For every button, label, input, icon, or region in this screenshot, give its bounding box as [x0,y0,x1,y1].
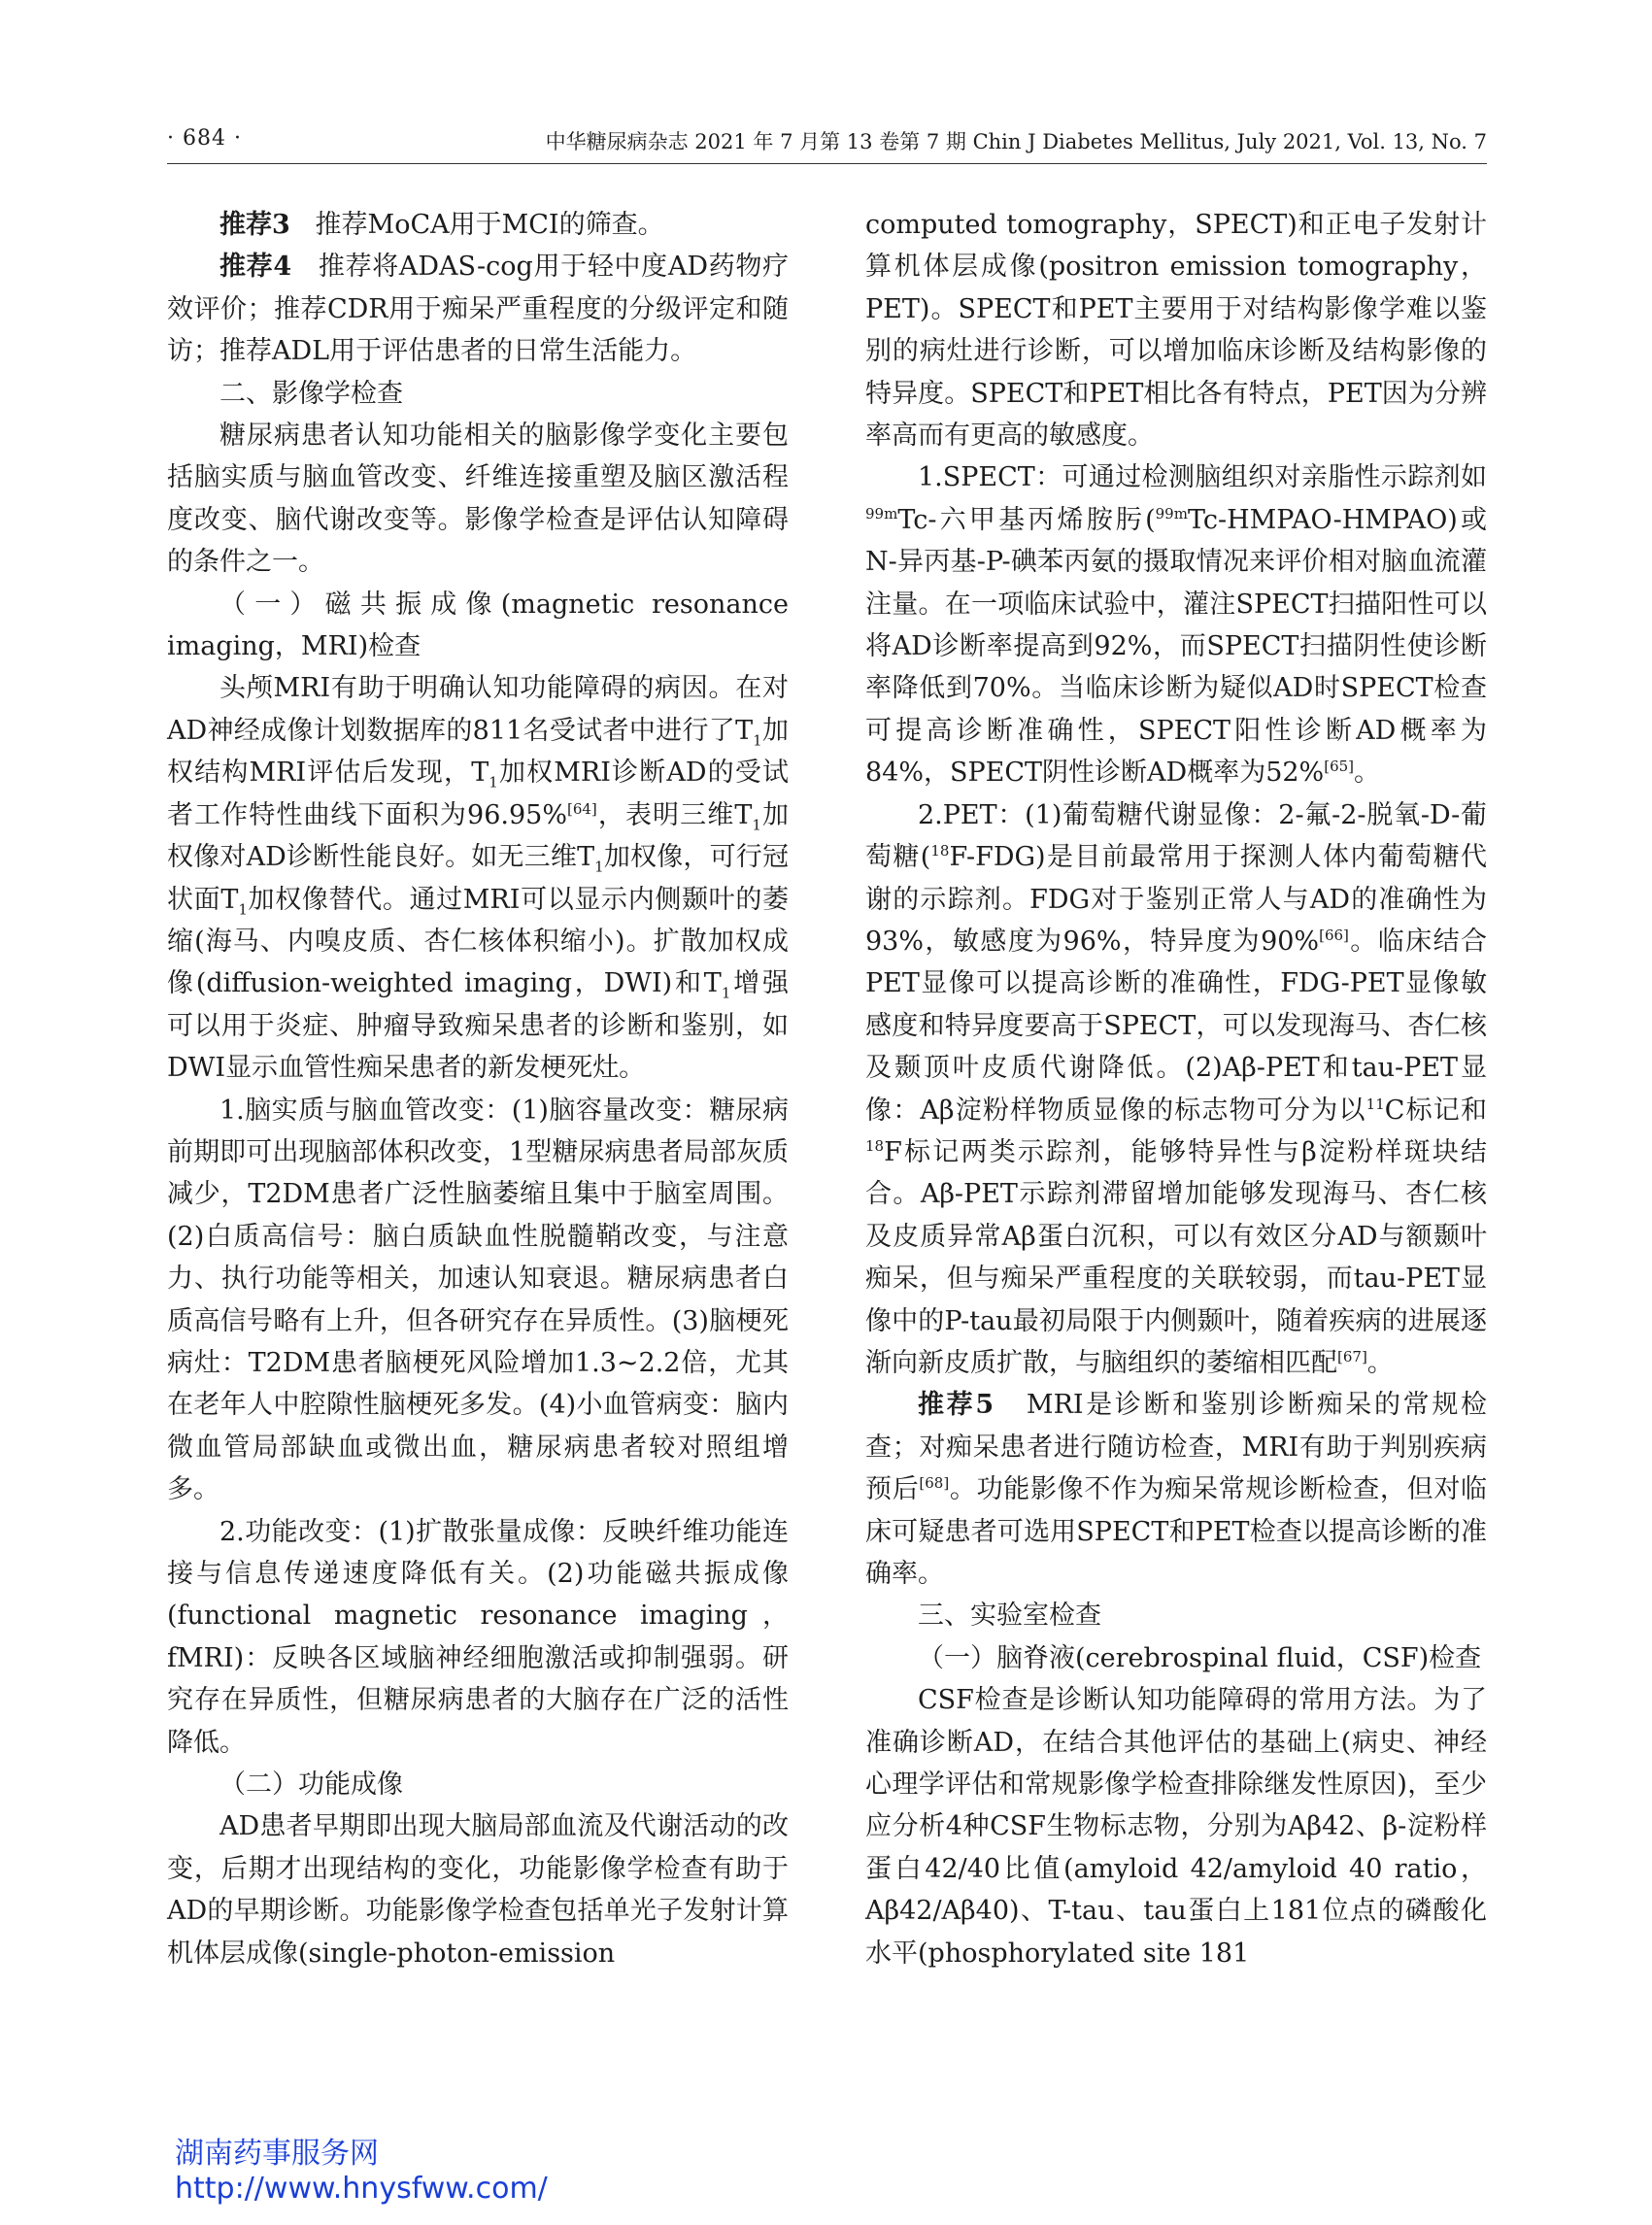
citation-66: [66] [1319,926,1349,944]
pet-text-d: C标记和 [1384,1095,1487,1126]
mri-text-h: 增强可以用于炎症、肿瘤导致痴呆患者的诊断和鉴别，如DWI显示血管性痴呆患者的新发梗死灶。 [167,968,789,1084]
citation-68: [68] [919,1474,950,1493]
functional-imaging-paragraph: AD患者早期即出现大脑局部血流及代谢活动的改变，后期才出现结构的变化，功能影像学检查有助于AD的早期诊断。功能影像学检查包括单光子发射计算机体层成像(single-photon-emission [167,1811,789,1969]
section-3-heading: 三、实验室检查 [918,1601,1101,1632]
spect-text-d: 。 [1354,758,1381,789]
citation-65: [65] [1324,758,1355,776]
recommendation-5 [865,1384,1487,1595]
subscript-1: 1 [238,899,248,918]
section-2-heading: 二、影像学检查 [219,378,403,409]
brain-changes-paragraph: 1.脑实质与脑血管改变：(1)脑容量改变：糖尿病前期即可出现脑部体积改变，1型糖尿病患者局部灰质减少，T2DM患者广泛性脑萎缩且集中于脑室周围。(2)白质高信号：脑白质缺血性脱髓鞘改变，与注意力、执行功能等相关，加速认知衰退。糖尿病患者白质高信号略有上升，但各研究存在异质性。(3)脑梗死病灶：T2DM患者脑梗死风险增加1.3~2.2倍，尤其在老年人中腔隙性脑梗死多发。(4)小血管病变：脑内微血管局部缺血或微出血，糖尿病患者较对照组增多。 [167,1095,789,1505]
rec4-text: 推荐将ADAS-cog用于轻中度AD药物疗效评价；推荐CDR用于痴呆严重程度的分级评定和随访；推荐ADL用于评估患者的日常生活能力。 [167,252,790,367]
spect-pet-continuation: computed tomography，SPECT)和正电子发射计算机体层成像(positron emission tomography，PET)。SPECT和PET主要用于对结构影像学难以鉴别的病灶进行诊断，可以增加临床诊断及结构影像的特异度。SPECT和PET相比各有特点，PET因为分辨率高而有更高的敏感度。 [865,210,1487,452]
superscript-18: 18 [930,842,950,860]
spect-text-b: Tc-六甲基丙烯胺肟( [897,504,1156,535]
watermark-site-name: 湖南药事服务网 [175,2137,379,2171]
mri-subheading: （一）磁共振成像(magnetic resonance imaging，MRI)检查 [167,589,789,662]
pet-text-c: 。临床结合PET显像可以提高诊断的准确性，FDG-PET显像敏感度和特异度要高于SPECT，可以发现海马、杏仁核及颞顶叶皮质代谢降低。(2)Aβ-PET和tau-PET显像：Aβ淀粉样物质显像的标志物可分为以 [865,926,1487,1126]
superscript-18: 18 [865,1136,885,1155]
functional-changes-paragraph: 2.功能改变：(1)扩散张量成像：反映纤维功能连接与信息传递速度降低有关。(2)功能磁共振成像(functional magnetic resonance imaging，fMRI)：反映各区域脑神经细胞激活或抑制强弱。研究存在异质性，但糖尿病患者的大脑存在广泛的活性降低。 [167,1516,789,1758]
csf-subheading: （一）脑脊液(cerebrospinal fluid，CSF)检查 [918,1642,1482,1673]
rec5-label: 推荐5 [918,1390,995,1421]
mri-text-a: 头颅MRI有助于明确认知功能障碍的病因。在对AD神经成像计划数据库的811名受试者中进行了T [167,673,789,746]
superscript-99m: 99m [1155,504,1188,523]
rec4-label: 推荐4 [219,252,292,283]
mri-paragraph [167,667,789,1089]
spect-text-c: Tc-HMPAO-HMPAO)或N-异丙基-P-碘苯丙氨的摄取情况来评价相对脑血流灌注量。在一项临床试验中，灌注SPECT扫描阳性可以将AD诊断率提高到92%，而SPECT扫描阴性使诊断率降低到70%。当临床诊断为疑似AD时SPECT检查可提高诊断准确性，SPECT阳性诊断AD概率为84%，SPECT阴性诊断AD概率为52% [865,504,1487,789]
pet-text-f: 。 [1366,1347,1394,1378]
mri-text-c: 加权MRI诊断AD的受试者工作特性曲线下面积为96.95% [167,758,789,830]
pet-text-b: F-FDG)是目前最常用于探测人体内葡萄糖代谢的示踪剂。FDG对于鉴别正常人与AD的准确性为93%，敏感度为96%，特异度为90% [865,842,1487,957]
csf-paragraph: CSF检查是诊断认知功能障碍的常用方法。为了准确诊断AD，在结合其他评估的基础上(病史、神经心理学评估和常规影像学检查排除继发性原因)，至少应分析4种CSF生物标志物，分别为Aβ42、β-淀粉样蛋白42/40比值(amyloid 42/amyloid 40 ratio，Aβ42/Aβ40)、T-tau、tau蛋白上181位点的磷酸化水平(phosphorylated site 181 [865,1685,1487,1969]
running-title: 中华糖尿病杂志 2021 年 7 月第 13 卷第 7 期 Chin J Diabetes Mellitus, July 2021, Vol. 13, No. 7 [545,130,1487,153]
rec5-text-a: MRI是诊断和鉴别诊断痴呆的常规检查；对痴呆患者进行随访检查，MRI有助于判别疾病预后 [865,1390,1488,1505]
rec5-text-b: 。功能影像不作为痴呆常规诊断检查，但对临床可疑患者可选用SPECT和PET检查以提高诊断的准确率。 [865,1474,1488,1589]
imaging-intro-paragraph: 糖尿病患者认知功能相关的脑影像学变化主要包括脑实质与脑血管改变、纤维连接重塑及脑区激活程度改变、脑代谢改变等。影像学检查是评估认知障碍的条件之一。 [167,421,789,578]
subscript-1: 1 [594,858,604,876]
right-column [865,204,1487,1974]
mri-text-g: 加权像替代。通过MRI可以显示内侧颞叶的萎缩(海马、内嗅皮质、杏仁核体积缩小)。扩散加权成像(diffusion-weighted imaging，DWI)和T [167,884,789,999]
mri-text-f: 加权像，可行冠状面T [167,842,790,915]
pet-paragraph [865,794,1487,1385]
pet-text-e: F标记两类示踪剂，能够特异性与β淀粉样斑块结合。Aβ-PET示踪剂滞留增加能够发现海马、杏仁核及皮质异常Aβ蛋白沉积，可以有效区分AD与额颞叶痴呆，但与痴呆严重程度的关联较弱，而tau-PET显像中的P-tau最初局限于内侧颞叶，随着疾病的进展逐渐向新皮质扩散，与脑组织的萎缩相匹配 [865,1136,1487,1378]
rec3-label: 推荐3 [219,210,290,240]
mri-text-e: 加权像对AD诊断性能良好。如无三维T [167,799,789,873]
mri-text-b: 加权结构MRI评估后发现，T [167,715,789,789]
superscript-99m: 99m [865,504,898,523]
recommendation-3 [167,204,789,246]
page-header [167,126,1487,161]
left-column [167,204,789,1974]
citation-67: [67] [1337,1347,1367,1365]
watermark [175,2137,548,2207]
recommendation-4 [167,246,789,372]
mri-text-d: ，表明三维T [596,799,753,830]
subscript-1: 1 [752,816,761,834]
functional-imaging-subheading: （二）功能成像 [219,1770,403,1801]
header-rule [167,163,1487,164]
superscript-11: 11 [1365,1095,1385,1113]
subscript-1: 1 [753,731,762,750]
pet-text-a: 2.PET：(1)葡萄糖代谢显像：2-氟-2-脱氧-D-葡萄糖( [865,799,1487,873]
spect-paragraph [865,456,1487,793]
rec3-text: 推荐MoCA用于MCI的筛查。 [315,210,664,240]
subscript-1: 1 [721,984,731,1002]
page-number: · 684 · [167,126,242,151]
subscript-1: 1 [489,773,498,792]
citation-64: [64] [566,799,597,818]
watermark-url: http://www.hnysfww.com/ [175,2172,548,2206]
spect-text-a: 1.SPECT：可通过检测脑组织对亲脂性示踪剂如 [918,462,1487,493]
